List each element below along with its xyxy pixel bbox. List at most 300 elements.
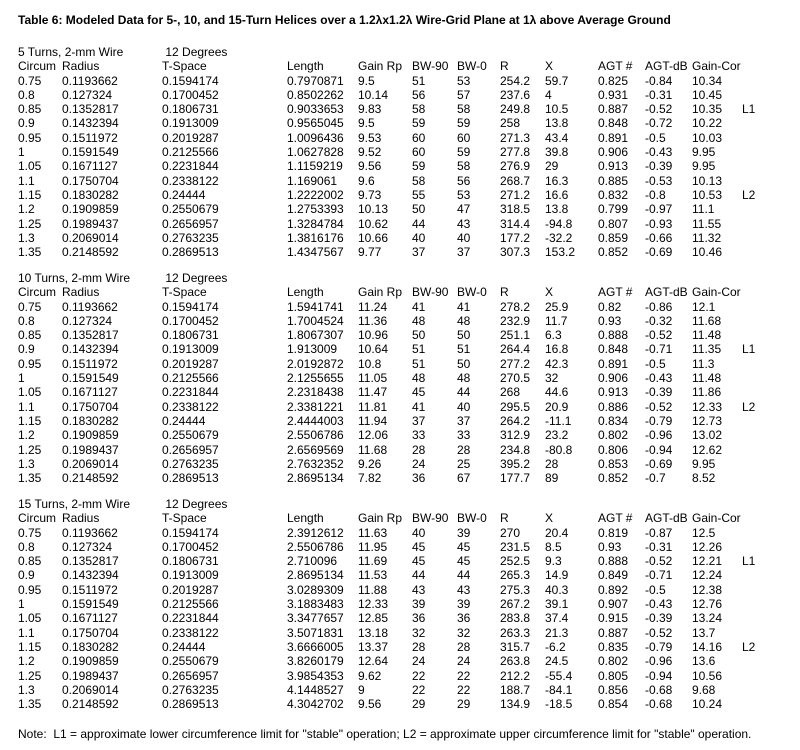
table-cell: 0.1909859 — [62, 428, 119, 443]
table-cell: -55.4 — [545, 668, 573, 683]
table-cell: 263.8 — [500, 654, 531, 669]
table-cell: 55 — [412, 187, 426, 202]
table-cell: 13.24 — [692, 611, 723, 626]
table-cell: 20.9 — [545, 399, 569, 414]
table-cell: 56 — [412, 87, 426, 102]
table-cell: -94.8 — [545, 216, 573, 231]
table-cell: 6.3 — [545, 328, 562, 343]
table-cell: -0.52 — [645, 328, 673, 343]
table-cell: 277.2 — [500, 356, 531, 371]
table-cell: 32 — [457, 625, 471, 640]
table-cell: 13.8 — [545, 116, 569, 131]
table-cell: -0.53 — [645, 173, 673, 188]
table-cell: -0.52 — [645, 554, 673, 569]
table-cell: -0.52 — [645, 625, 673, 640]
table-cell: 9.68 — [692, 682, 716, 697]
table-cell: 0.75 — [18, 525, 42, 540]
table-cell: -18.5 — [545, 697, 573, 712]
table-cell: 1.2753393 — [287, 202, 344, 217]
table-cell: 0.93 — [598, 539, 622, 554]
column-header: AGT-dB — [645, 59, 688, 74]
table-cell: 0.2125566 — [162, 145, 219, 160]
column-header: AGT-dB — [645, 511, 688, 526]
table-cell: 0.127324 — [62, 313, 113, 328]
table-cell: 0.834 — [598, 413, 629, 428]
table-cell: -0.87 — [645, 525, 673, 540]
table-cell: 0.1511972 — [62, 356, 118, 371]
table-cell: 9.3 — [545, 554, 562, 569]
table-cell: -0.94 — [645, 442, 673, 457]
table-cell: 12.33 — [692, 399, 723, 414]
table-cell: 48 — [457, 371, 471, 386]
column-header: T-Space — [162, 59, 207, 74]
table-cell: 59 — [412, 116, 426, 131]
table-cell: 0.2069014 — [62, 682, 119, 697]
table-cell: 237.6 — [500, 87, 531, 102]
table-cell: 1.1 — [18, 173, 35, 188]
table-cell: 1.4347567 — [287, 245, 344, 260]
section-degrees: 12 Degrees — [165, 271, 228, 285]
table-cell: 1.3284784 — [287, 216, 344, 231]
table-cell: 59.7 — [545, 73, 569, 88]
table-cell: 0.2550679 — [162, 202, 219, 217]
table-cell: 37 — [412, 413, 426, 428]
table-cell: 10.56 — [692, 668, 723, 683]
table-cell: -0.93 — [645, 216, 673, 231]
table-cell: 318.5 — [500, 202, 531, 217]
table-cell: 12.64 — [358, 654, 389, 669]
table-cell: 0.1830282 — [62, 187, 119, 202]
table-cell: 254.2 — [500, 73, 531, 88]
table-cell: 11.1 — [692, 202, 715, 217]
table-cell: 3.1883483 — [287, 597, 344, 612]
table-cell: 24.5 — [545, 654, 569, 669]
table-cell: -0.96 — [645, 654, 673, 669]
table-cell: 0.1591549 — [62, 597, 119, 612]
table-cell: 0.1750704 — [62, 625, 119, 640]
table-cell: 0.853 — [598, 456, 629, 471]
table-cell: 0.799 — [598, 202, 629, 217]
table-cell: 44 — [457, 385, 471, 400]
table-cell: 0.85 — [18, 102, 42, 117]
table-cell: 0.1806731 — [162, 554, 219, 569]
table-cell: 2.6569569 — [287, 442, 344, 457]
table-cell: 10.66 — [358, 230, 389, 245]
table-row — [18, 159, 800, 173]
table-cell: 0.9565045 — [287, 116, 344, 131]
table-cell: 1.1159219 — [287, 159, 343, 174]
table-cell: 59 — [457, 145, 471, 160]
column-header: Gain Rp — [358, 59, 403, 74]
table-cell: 44.6 — [545, 385, 569, 400]
table-cell: 9.6 — [358, 173, 375, 188]
column-header-row — [18, 511, 800, 525]
table-cell: 53 — [457, 73, 471, 88]
table-cell: 0.854 — [598, 697, 629, 712]
table-cell: 0.1594174 — [162, 73, 219, 88]
table-cell: -0.39 — [645, 385, 673, 400]
table-cell: L1 — [742, 102, 756, 117]
table-cell: 278.2 — [500, 299, 531, 314]
table-row — [18, 697, 800, 711]
table-cell: 39.1 — [545, 597, 569, 612]
table-cell: 2.8695134 — [287, 568, 344, 583]
table-cell: 0.825 — [598, 73, 629, 88]
table-cell: 234.8 — [500, 442, 531, 457]
table-cell: 29 — [545, 159, 559, 174]
table-cell: 12.06 — [358, 428, 389, 443]
table-cell: 4 — [545, 87, 552, 102]
table-cell: 3.0289309 — [287, 582, 344, 597]
table-row — [18, 640, 800, 654]
column-header: Gain-Cor — [692, 511, 741, 526]
table-row — [18, 371, 800, 385]
table-cell: 0.1913009 — [162, 568, 219, 583]
table-cell: 44 — [412, 568, 426, 583]
table-cell: 48 — [412, 371, 426, 386]
table-cell: 58 — [412, 173, 426, 188]
column-header: Circum — [18, 285, 56, 300]
table-row — [18, 300, 800, 314]
table-cell: 89 — [545, 471, 559, 486]
table-cell: 29 — [457, 697, 471, 712]
table-cell: 0.835 — [598, 639, 629, 654]
table-row — [18, 669, 800, 683]
table-cell: 12.85 — [358, 611, 389, 626]
table-cell: 0.1594174 — [162, 525, 219, 540]
table-cell: 0.906 — [598, 145, 629, 160]
table-cell: 0.1989437 — [62, 668, 119, 683]
table-cell: 0.2231844 — [162, 385, 219, 400]
table-cell: 1.15 — [18, 639, 42, 654]
table-cell: 0.887 — [598, 102, 629, 117]
table-cell: 271.3 — [500, 130, 531, 145]
table-cell: 0.1511972 — [62, 130, 118, 145]
table-cell: 2.4444003 — [287, 413, 344, 428]
table-cell: 37 — [457, 245, 471, 260]
table-cell: 0.1913009 — [162, 342, 219, 357]
table-cell: -0.69 — [645, 245, 673, 260]
table-cell: 60 — [412, 130, 426, 145]
table-cell: 10.53 — [692, 187, 723, 202]
table-row — [18, 328, 800, 342]
column-header-row — [18, 59, 800, 73]
table-cell: 0.2231844 — [162, 611, 219, 626]
table-cell: 0.1432394 — [62, 116, 119, 131]
table-cell: 268 — [500, 385, 521, 400]
table-cell: 1.169061 — [287, 173, 338, 188]
table-cell: -0.5 — [645, 130, 666, 145]
table-cell: -0.39 — [645, 611, 673, 626]
table-cell: 28 — [457, 442, 471, 457]
table-cell: 0.1909859 — [62, 202, 119, 217]
table-cell: 50 — [457, 356, 471, 371]
table-cell: 22 — [412, 668, 426, 683]
table-cell: 0.852 — [598, 245, 629, 260]
table-cell: 1.2 — [18, 202, 35, 217]
table-cell: 9.26 — [358, 456, 382, 471]
table-cell: 2.2318438 — [287, 385, 344, 400]
column-header: AGT-dB — [645, 285, 688, 300]
table-row — [18, 88, 800, 102]
table-cell: 11.63 — [358, 525, 388, 540]
table-cell: 59 — [412, 159, 426, 174]
table-cell: 258 — [500, 116, 521, 131]
table-cell: -0.31 — [645, 539, 673, 554]
table-cell: 24 — [457, 654, 471, 669]
table-row — [18, 102, 800, 116]
table-cell: 2.5506786 — [287, 539, 344, 554]
table-cell: 11.36 — [358, 313, 388, 328]
table-cell: 2.1255655 — [287, 371, 344, 386]
table-cell: 10.35 — [692, 102, 723, 117]
table-cell: 45 — [457, 554, 471, 569]
table-cell: 67 — [457, 471, 471, 486]
table-cell: 314.4 — [500, 216, 531, 231]
table-cell: 0.75 — [18, 73, 42, 88]
table-cell: 295.5 — [500, 399, 531, 414]
table-cell: 0.2338122 — [162, 399, 219, 414]
table-cell: 0.1432394 — [62, 568, 119, 583]
table-cell: 0.802 — [598, 428, 629, 443]
table-cell: -0.8 — [645, 187, 666, 202]
table-cell: 277.8 — [500, 145, 531, 160]
table-cell: 0.2125566 — [162, 597, 219, 612]
table-cell: 0.2550679 — [162, 654, 219, 669]
table-cell: 0.856 — [598, 682, 629, 697]
table-cell: 0.1909859 — [62, 654, 119, 669]
table-cell: 0.1700452 — [162, 87, 219, 102]
table-cell: 0.1913009 — [162, 116, 219, 131]
table-cell: 0.806 — [598, 442, 629, 457]
table-cell: 3.6666005 — [287, 639, 344, 654]
table-cell: -0.39 — [645, 159, 673, 174]
table-cell: -11.1 — [545, 413, 572, 428]
table-cell: 0.1193662 — [62, 525, 118, 540]
table-cell: 0.1594174 — [162, 299, 219, 314]
table-cell: 9.56 — [358, 697, 382, 712]
table-cell: 0.1830282 — [62, 413, 119, 428]
section-table — [18, 511, 800, 711]
table-cell: 134.9 — [500, 697, 531, 712]
table-cell: 9.95 — [692, 159, 716, 174]
table-cell: 270 — [500, 525, 521, 540]
table-cell: 1.8067307 — [287, 328, 344, 343]
column-header: Circum — [18, 511, 56, 526]
table-cell: 13.18 — [358, 625, 389, 640]
table-cell: 42.3 — [545, 356, 569, 371]
table-cell: 1.5941741 — [287, 299, 344, 314]
table-cell: 0.9033653 — [287, 102, 344, 117]
table-cell: 11.3 — [692, 356, 715, 371]
section-5-turns — [18, 45, 800, 259]
table-cell: -0.79 — [645, 413, 673, 428]
table-row — [18, 526, 800, 540]
column-header: R — [500, 59, 509, 74]
table-cell: 12.38 — [692, 582, 723, 597]
column-header: Radius — [62, 511, 100, 526]
table-cell: 0.1750704 — [62, 173, 119, 188]
section-header — [18, 45, 800, 59]
table-cell: 0.2069014 — [62, 230, 119, 245]
table-cell: 1.2 — [18, 654, 35, 669]
table-cell: 40 — [412, 230, 426, 245]
table-cell: 0.2019287 — [162, 356, 219, 371]
table-cell: 11.53 — [358, 568, 388, 583]
table-cell: 0.888 — [598, 328, 629, 343]
table-cell: 11.47 — [358, 385, 388, 400]
table-cell: -0.79 — [645, 639, 673, 654]
column-header: BW-90 — [412, 511, 449, 526]
table-row — [18, 414, 800, 428]
table-cell: 307.3 — [500, 245, 531, 260]
column-header: X — [545, 285, 554, 300]
table-cell: 268.7 — [500, 173, 531, 188]
table-cell: 1.7004524 — [287, 313, 344, 328]
column-header: Radius — [62, 59, 100, 74]
table-cell: 265.3 — [500, 568, 531, 583]
table-cell: 0.95 — [18, 130, 42, 145]
table-cell: 1.0627828 — [287, 145, 344, 160]
table-cell: 9.5 — [358, 116, 375, 131]
table-cell: 58 — [457, 159, 471, 174]
table-cell: 22 — [457, 668, 471, 683]
table-cell: 0.24444 — [162, 413, 206, 428]
table-cell: 39.8 — [545, 145, 569, 160]
table-cell: 12.76 — [692, 597, 723, 612]
table-row — [18, 231, 800, 245]
table-cell: 12.26 — [692, 539, 723, 554]
table-cell: 0.8 — [18, 539, 35, 554]
table-cell: 0.2125566 — [162, 371, 219, 386]
table-cell: 33 — [457, 428, 471, 443]
table-cell: L2 — [742, 639, 756, 654]
table-row — [18, 626, 800, 640]
table-cell: 11.69 — [358, 554, 388, 569]
column-header: BW-0 — [457, 59, 487, 74]
table-cell: 51 — [412, 73, 426, 88]
table-cell: 0.2019287 — [162, 130, 219, 145]
table-cell: 9.83 — [358, 102, 382, 117]
table-cell: 0.848 — [598, 342, 629, 357]
table-cell: 21.3 — [545, 625, 569, 640]
column-header: BW-0 — [457, 511, 487, 526]
table-cell: 283.8 — [500, 611, 531, 626]
table-cell: 1.25 — [18, 216, 42, 231]
table-cell: 276.9 — [500, 159, 531, 174]
column-header: AGT # — [598, 285, 633, 300]
table-cell: 9.53 — [358, 130, 382, 145]
column-header: Gain Rp — [358, 285, 403, 300]
table-cell: 1.2 — [18, 428, 35, 443]
table-cell: 13.37 — [358, 639, 389, 654]
table-cell: 60 — [457, 130, 471, 145]
table-cell: 51 — [457, 342, 471, 357]
table-row — [18, 217, 800, 231]
table-cell: -0.7 — [645, 471, 666, 486]
table-cell: 36 — [457, 611, 471, 626]
table-cell: 0.93 — [598, 313, 622, 328]
table-cell: L2 — [742, 187, 756, 202]
table-cell: 2.3912612 — [287, 525, 344, 540]
table-cell: 12.62 — [692, 442, 723, 457]
table-cell: 0.1700452 — [162, 313, 219, 328]
table-cell: 251.1 — [500, 328, 531, 343]
table-cell: 43 — [457, 216, 471, 231]
table-cell: 1.1 — [18, 625, 35, 640]
table-row — [18, 568, 800, 582]
table-cell: -0.43 — [645, 371, 673, 386]
table-cell: 1 — [18, 597, 25, 612]
table-cell: 11.48 — [692, 328, 722, 343]
table-cell: 51 — [412, 356, 426, 371]
table-cell: 0.2656957 — [162, 668, 219, 683]
table-cell: -0.96 — [645, 428, 673, 443]
column-header: T-Space — [162, 285, 207, 300]
table-cell: 8.52 — [692, 471, 716, 486]
section-label: 10 Turns, 2-mm Wire — [18, 271, 131, 285]
table-row — [18, 342, 800, 356]
table-cell: 22 — [412, 682, 426, 697]
table-cell: 59 — [457, 116, 471, 131]
table-cell: 0.2148592 — [62, 697, 119, 712]
table-cell: 9.95 — [692, 145, 716, 160]
column-header: AGT # — [598, 511, 633, 526]
table-cell: -0.71 — [645, 342, 673, 357]
table-cell: 275.3 — [500, 582, 531, 597]
table-cell: -0.31 — [645, 87, 673, 102]
table-cell: 270.5 — [500, 371, 531, 386]
table-cell: 2.7632352 — [287, 456, 344, 471]
table-row — [18, 131, 800, 145]
table-cell: 10.96 — [358, 328, 389, 343]
table-cell: 25.9 — [545, 299, 569, 314]
table-cell: 0.2763235 — [162, 230, 219, 245]
table-cell: 0.1700452 — [162, 539, 219, 554]
section-header — [18, 497, 800, 511]
table-cell: -0.94 — [645, 668, 673, 683]
table-cell: 10.62 — [358, 216, 389, 231]
table-cell: 0.805 — [598, 668, 629, 683]
table-cell: 1.05 — [18, 611, 42, 626]
table-cell: 1.25 — [18, 442, 42, 457]
table-cell: 1.35 — [18, 245, 42, 260]
table-cell: 0.2550679 — [162, 428, 219, 443]
table-cell: 10.24 — [692, 697, 723, 712]
table-cell: 28 — [457, 639, 471, 654]
table-cell: -0.68 — [645, 697, 673, 712]
table-row — [18, 443, 800, 457]
table-cell: 43 — [412, 582, 426, 597]
table-row — [18, 174, 800, 188]
table-cell: 12.73 — [692, 413, 723, 428]
table-cell: 315.7 — [500, 639, 531, 654]
table-cell: 1.3 — [18, 682, 35, 697]
table-cell: 249.8 — [500, 102, 531, 117]
table-cell: 0.75 — [18, 299, 42, 314]
table-cell: 0.852 — [598, 471, 629, 486]
table-cell: 24 — [412, 456, 426, 471]
table-cell: 45 — [412, 539, 426, 554]
section-degrees: 12 Degrees — [165, 45, 228, 59]
table-cell: 28 — [412, 442, 426, 457]
table-cell: 188.7 — [500, 682, 531, 697]
section-table — [18, 59, 800, 259]
table-cell: 10.03 — [692, 130, 723, 145]
table-cell: 2.5506786 — [287, 428, 344, 443]
table-cell: 153.2 — [545, 245, 576, 260]
table-cell: 0.915 — [598, 611, 629, 626]
